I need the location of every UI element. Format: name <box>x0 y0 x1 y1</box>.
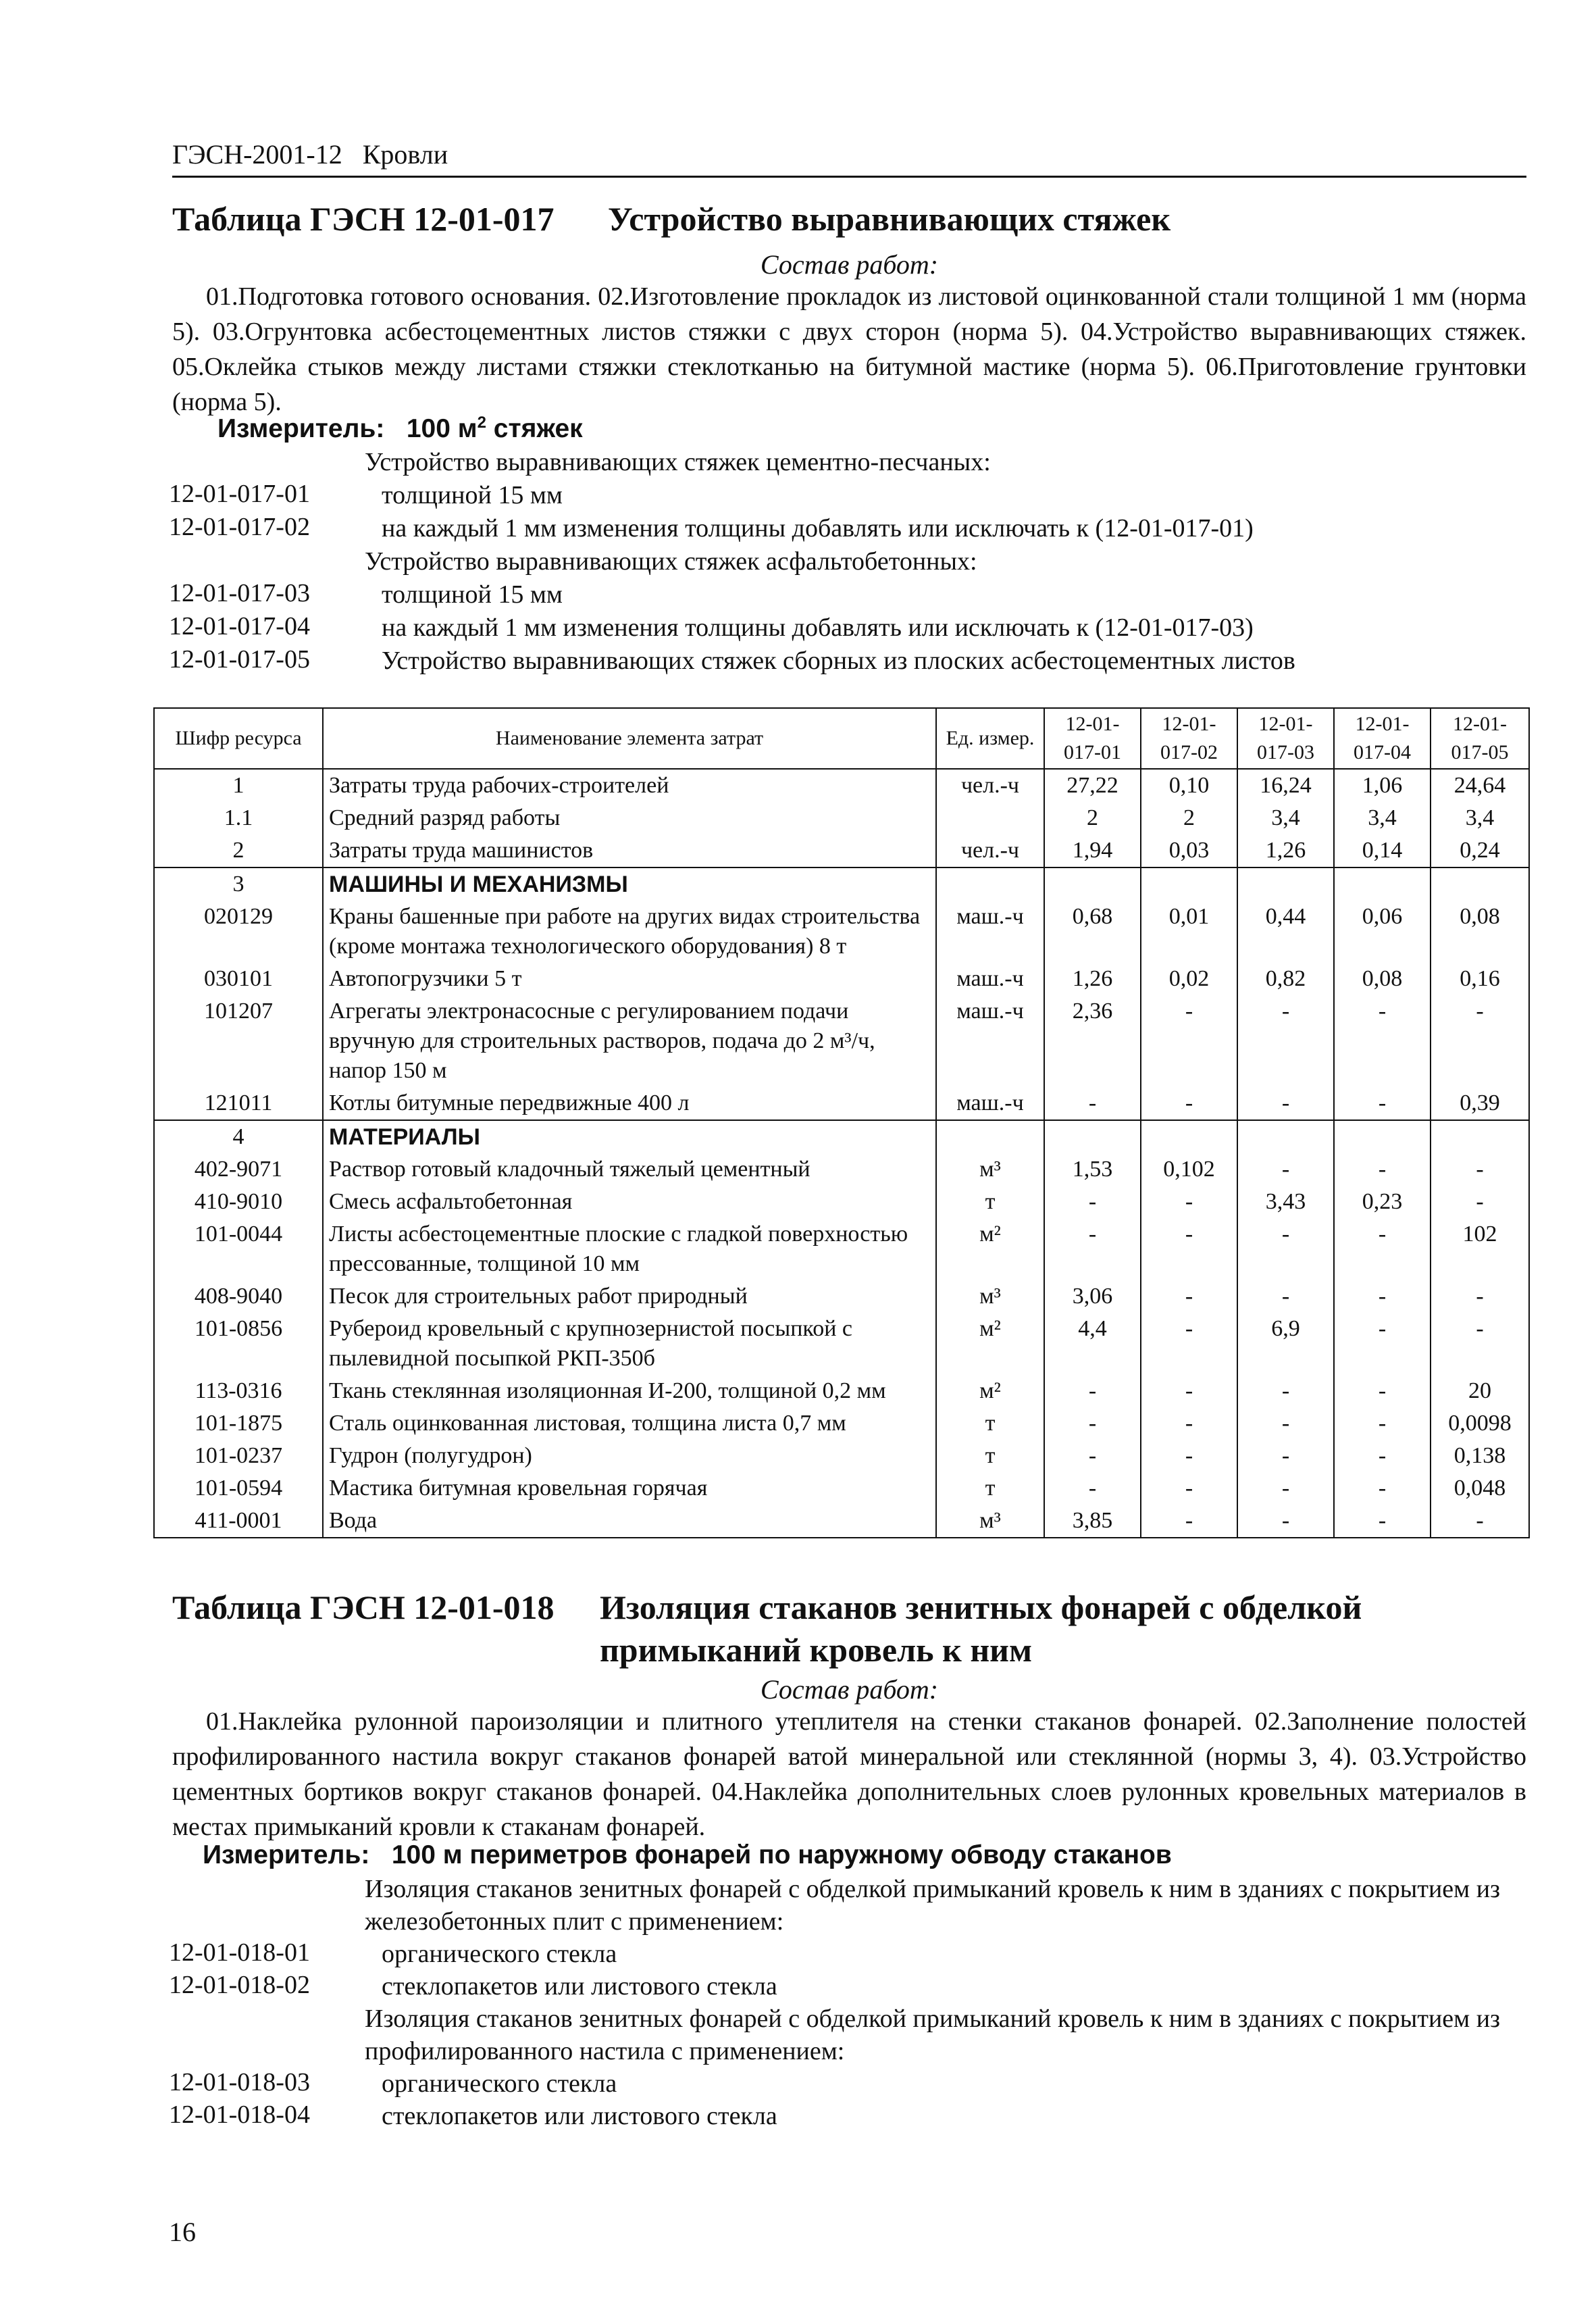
cell-value: 0,08 <box>1334 963 1431 995</box>
cell-unit <box>936 802 1044 834</box>
cell-name: Листы асбестоцементные плоские с гладкой поверхностью прессованные, толщиной 10 мм <box>323 1218 936 1280</box>
cell-value: - <box>1044 1440 1141 1472</box>
cell-value: 3,4 <box>1334 802 1431 834</box>
cell-name: Раствор готовый кладочный тяжелый цементный <box>323 1153 936 1186</box>
cell-value: - <box>1044 1087 1141 1120</box>
table-section-row <box>154 1120 1529 1153</box>
item-code: 12-01-018-02 <box>169 1971 310 1999</box>
cell-value: - <box>1141 1313 1237 1375</box>
cell-name: Сталь оцинкованная листовая, толщина листа 0,7 мм <box>323 1407 936 1440</box>
cell-value: - <box>1334 1472 1431 1505</box>
table1-composition: 01.Подготовка готового основания. 02.Изготовление прокладок из листовой оцинкованной стали толщиной 1 мм (норма 5). 03.Огрунтовка асбестоцементных листов стяжки с двух сторон (норма 5). 04.Устройство выравнивающих стяжек. 05.Оклейка стыков между листами стяжки стеклотканью на битумной мастике (норма 5). 06.Приготовление грунтовки (норма 5). <box>172 282 1526 416</box>
cell-value: - <box>1141 1375 1237 1407</box>
cell-unit: м³ <box>936 1280 1044 1313</box>
cell-value: 0,44 <box>1237 901 1334 963</box>
cell-value: - <box>1237 995 1334 1087</box>
cell-code: 101-0237 <box>154 1440 323 1472</box>
table-section-row <box>154 867 1529 901</box>
page-number: 16 <box>169 2217 196 2247</box>
cell-value: - <box>1334 1505 1431 1538</box>
cell-value: - <box>1141 1407 1237 1440</box>
table-row <box>154 1280 1529 1313</box>
cell-value: - <box>1044 1186 1141 1218</box>
table2-title-line2: примыканий кровель к ним <box>600 1631 1033 1669</box>
cell-code: 410-9010 <box>154 1186 323 1218</box>
item-description: Изоляция стаканов зенитных фонарей с обделкой примыканий кровель к ним в зданиях с покрытием из профилированного настила с применением: <box>365 2005 1501 2065</box>
cell-value: 0,048 <box>1431 1472 1529 1505</box>
cell-value: - <box>1334 995 1431 1087</box>
cell-code: 101-1875 <box>154 1407 323 1440</box>
table-header-row <box>154 708 1529 769</box>
table-row <box>154 1186 1529 1218</box>
table1-measure-unit: стяжек <box>493 414 583 443</box>
cell-unit: м² <box>936 1313 1044 1375</box>
header-rule <box>172 176 1526 178</box>
cell-value: 0,82 <box>1237 963 1334 995</box>
cell-value: - <box>1431 1313 1529 1375</box>
table2-composition: 01.Наклейка рулонной пароизоляции и плитного утеплителя на стенки стаканов фонарей. 02.Заполнение полостей профилированного настила вокруг стаканов фонарей ватой минеральной или стеклянной (нормы 3, 4). 03.Устройство цементных бортиков вокруг стаканов фонарей. 04.Наклейка дополнительных слоев рулонных кровельных материалов в местах примыканий кровли к стаканам фонарей. <box>172 1707 1526 1841</box>
item-description: на каждый 1 мм изменения толщины добавлять или исключать к (12-01-017-03) <box>382 613 1254 642</box>
cell-value: 0,23 <box>1334 1186 1431 1218</box>
cell-value: 0,24 <box>1431 834 1529 867</box>
cell-value: 102 <box>1431 1218 1529 1280</box>
cell-unit: маш.-ч <box>936 901 1044 963</box>
table-row <box>154 1153 1529 1186</box>
cell-name: Агрегаты электронасосные с регулированием подачи вручную для строительных растворов, подача до 2 м³/ч, напор 150 м <box>323 995 936 1087</box>
item-code: 12-01-017-01 <box>169 480 310 508</box>
cell-value: - <box>1141 1280 1237 1313</box>
cell-value: - <box>1334 1087 1431 1120</box>
cell-value: - <box>1044 1472 1141 1505</box>
cell-name: Краны башенные при работе на других видах строительства (кроме монтажа технологического оборудования) 8 т <box>323 901 936 963</box>
cell-value: - <box>1431 1505 1529 1538</box>
item-description: Устройство выравнивающих стяжек цементно-песчаных: <box>365 448 991 476</box>
cell-code: 101-0044 <box>154 1218 323 1280</box>
cell-value: 4,4 <box>1044 1313 1141 1375</box>
cell-name: МАТЕРИАЛЫ <box>323 1120 936 1153</box>
cell-value: 1,53 <box>1044 1153 1141 1186</box>
cell-value: 0,102 <box>1141 1153 1237 1186</box>
item-description: Устройство выравнивающих стяжек асфальтобетонных: <box>365 547 977 576</box>
item-description: Устройство выравнивающих стяжек сборных из плоских асбестоцементных листов <box>382 647 1295 675</box>
cell-value: - <box>1237 1218 1334 1280</box>
cell-value: - <box>1334 1407 1431 1440</box>
table2-measure-label: Измеритель: <box>203 1840 370 1869</box>
cell-code: 4 <box>154 1120 323 1153</box>
cell-value: - <box>1334 1375 1431 1407</box>
resource-table <box>153 707 1530 1538</box>
cell-value: - <box>1044 1218 1141 1280</box>
cell-value <box>1431 867 1529 901</box>
cell-value: 0,02 <box>1141 963 1237 995</box>
cell-value: 2 <box>1044 802 1141 834</box>
cell-value: 1,94 <box>1044 834 1141 867</box>
cell-value: 27,22 <box>1044 769 1141 802</box>
cell-value: - <box>1431 1186 1529 1218</box>
cell-unit <box>936 867 1044 901</box>
cell-unit: чел.-ч <box>936 834 1044 867</box>
cell-code: 1.1 <box>154 802 323 834</box>
cell-value: - <box>1237 1153 1334 1186</box>
cell-code: 411-0001 <box>154 1505 323 1538</box>
cell-value: - <box>1237 1407 1334 1440</box>
item-description: Изоляция стаканов зенитных фонарей с обделкой примыканий кровель к ним в зданиях с покрытием из железобетонных плит с применением: <box>365 1875 1501 1936</box>
cell-name: Гудрон (полугудрон) <box>323 1440 936 1472</box>
cell-name: Ткань стеклянная изоляционная И-200, толщиной 0,2 мм <box>323 1375 936 1407</box>
cell-code: 408-9040 <box>154 1280 323 1313</box>
table1-measure <box>217 413 583 444</box>
col-header-unit: Ед. измер. <box>936 708 1044 769</box>
cell-name: Котлы битумные передвижные 400 л <box>323 1087 936 1120</box>
cell-value: - <box>1141 1218 1237 1280</box>
cell-unit <box>936 1120 1044 1153</box>
item-code: 12-01-018-01 <box>169 1938 310 1967</box>
cell-value: - <box>1237 1505 1334 1538</box>
cell-value: 2,36 <box>1044 995 1141 1087</box>
cell-unit: м³ <box>936 1153 1044 1186</box>
cell-name: Песок для строительных работ природный <box>323 1280 936 1313</box>
cell-value: 0,08 <box>1431 901 1529 963</box>
cell-unit: т <box>936 1407 1044 1440</box>
table1-composition-heading: Состав работ: <box>760 249 939 280</box>
item-description: толщиной 15 мм <box>382 481 563 509</box>
table-row <box>154 995 1529 1087</box>
table2-title-line1: Изоляция стаканов зенитных фонарей с обделкой <box>600 1588 1362 1626</box>
cell-value: - <box>1141 1087 1237 1120</box>
cell-code: 101207 <box>154 995 323 1087</box>
item-code: 12-01-017-02 <box>169 513 310 541</box>
cell-value: 0,14 <box>1334 834 1431 867</box>
cell-unit: т <box>936 1472 1044 1505</box>
cell-code: 402-9071 <box>154 1153 323 1186</box>
cell-value: 3,06 <box>1044 1280 1141 1313</box>
cell-code: 113-0316 <box>154 1375 323 1407</box>
cell-name: Смесь асфальтобетонная <box>323 1186 936 1218</box>
cell-value: - <box>1237 1087 1334 1120</box>
cell-value <box>1044 1120 1141 1153</box>
cell-code: 101-0594 <box>154 1472 323 1505</box>
table-row <box>154 1313 1529 1375</box>
cell-value: 0,138 <box>1431 1440 1529 1472</box>
item-description: органического стекла <box>382 2069 617 2098</box>
cell-value: - <box>1044 1375 1141 1407</box>
table2-measure-text: 100 м периметров фонарей по наружному обводу стаканов <box>391 1840 1172 1869</box>
table-row <box>154 834 1529 867</box>
header-section: Кровли <box>362 139 448 170</box>
cell-value: - <box>1237 1280 1334 1313</box>
cell-value: 3,4 <box>1237 802 1334 834</box>
cell-unit: м² <box>936 1375 1044 1407</box>
table-row <box>154 963 1529 995</box>
cell-code: 101-0856 <box>154 1313 323 1375</box>
cell-value: 20 <box>1431 1375 1529 1407</box>
cell-value: 3,4 <box>1431 802 1529 834</box>
cell-unit: м³ <box>936 1505 1044 1538</box>
item-description: органического стекла <box>382 1940 617 1968</box>
cell-value: - <box>1141 1186 1237 1218</box>
table2-measure <box>203 1840 1172 1870</box>
cell-value: - <box>1141 1440 1237 1472</box>
cell-value <box>1141 1120 1237 1153</box>
table-row <box>154 1407 1529 1440</box>
cell-code: 030101 <box>154 963 323 995</box>
table-row <box>154 901 1529 963</box>
cell-value: - <box>1334 1153 1431 1186</box>
cell-value: - <box>1237 1440 1334 1472</box>
cell-value: 0,10 <box>1141 769 1237 802</box>
cell-value <box>1044 867 1141 901</box>
item-code: 12-01-017-03 <box>169 579 310 607</box>
cell-value: - <box>1334 1218 1431 1280</box>
cell-value <box>1141 867 1237 901</box>
cell-code: 020129 <box>154 901 323 963</box>
item-description: стеклопакетов или листового стекла <box>382 1972 777 2001</box>
cell-value: 6,9 <box>1237 1313 1334 1375</box>
col-header-1: 12-01-017-01 <box>1044 708 1141 769</box>
col-header-3: 12-01-017-03 <box>1237 708 1334 769</box>
cell-value <box>1334 1120 1431 1153</box>
cell-value: 1,26 <box>1044 963 1141 995</box>
cell-value: 3,85 <box>1044 1505 1141 1538</box>
cell-value <box>1334 867 1431 901</box>
cell-value: - <box>1141 1472 1237 1505</box>
table-row <box>154 1218 1529 1280</box>
col-header-5: 12-01-017-05 <box>1431 708 1529 769</box>
cell-value: 16,24 <box>1237 769 1334 802</box>
cell-name: Вода <box>323 1505 936 1538</box>
table-row <box>154 802 1529 834</box>
cell-value: 0,68 <box>1044 901 1141 963</box>
table1-label: Таблица ГЭСН 12-01-017 <box>172 200 555 238</box>
cell-value: 0,03 <box>1141 834 1237 867</box>
item-code: 12-01-018-04 <box>169 2101 310 2129</box>
cell-value: 0,39 <box>1431 1087 1529 1120</box>
table-row <box>154 1472 1529 1505</box>
col-header-2: 12-01-017-02 <box>1141 708 1237 769</box>
cell-value: 3,43 <box>1237 1186 1334 1218</box>
running-header <box>172 139 448 170</box>
cell-value: - <box>1431 995 1529 1087</box>
table2-label: Таблица ГЭСН 12-01-018 <box>172 1588 555 1626</box>
cell-value: 0,06 <box>1334 901 1431 963</box>
item-code: 12-01-017-05 <box>169 645 310 674</box>
cell-value: - <box>1044 1407 1141 1440</box>
cell-value: - <box>1334 1440 1431 1472</box>
col-header-code: Шифр ресурса <box>154 708 323 769</box>
table-row <box>154 769 1529 802</box>
cell-value <box>1237 867 1334 901</box>
cell-unit: маш.-ч <box>936 963 1044 995</box>
cell-value: 1,26 <box>1237 834 1334 867</box>
cell-value: - <box>1431 1280 1529 1313</box>
cell-code: 3 <box>154 867 323 901</box>
cell-name: Автопогрузчики 5 т <box>323 963 936 995</box>
cell-name: Средний разряд работы <box>323 802 936 834</box>
cell-value: - <box>1141 1505 1237 1538</box>
cell-name: Затраты труда рабочих-строителей <box>323 769 936 802</box>
cell-unit: т <box>936 1440 1044 1472</box>
cell-value: - <box>1431 1153 1529 1186</box>
cell-unit: маш.-ч <box>936 1087 1044 1120</box>
cell-name: Затраты труда машинистов <box>323 834 936 867</box>
cell-value: - <box>1237 1375 1334 1407</box>
cell-unit: чел.-ч <box>936 769 1044 802</box>
cell-value: - <box>1334 1280 1431 1313</box>
table-row <box>154 1440 1529 1472</box>
cell-value: 1,06 <box>1334 769 1431 802</box>
item-code: 12-01-017-04 <box>169 612 310 640</box>
cell-code: 2 <box>154 834 323 867</box>
cell-value: 0,0098 <box>1431 1407 1529 1440</box>
cell-value <box>1237 1120 1334 1153</box>
table1-measure-label: Измеритель: <box>217 414 385 443</box>
table1-measure-sup: 2 <box>477 413 486 432</box>
item-code: 12-01-018-03 <box>169 2068 310 2096</box>
cell-value <box>1431 1120 1529 1153</box>
cell-value: 24,64 <box>1431 769 1529 802</box>
cell-name: Рубероид кровельный с крупнозернистой посыпкой с пылевидной посыпкой РКП-350б <box>323 1313 936 1375</box>
table2-composition-heading: Состав работ: <box>760 1674 939 1705</box>
cell-code: 121011 <box>154 1087 323 1120</box>
col-header-4: 12-01-017-04 <box>1334 708 1431 769</box>
cell-unit: т <box>936 1186 1044 1218</box>
cell-value: - <box>1334 1313 1431 1375</box>
cell-unit: м² <box>936 1218 1044 1280</box>
item-description: толщиной 15 мм <box>382 580 563 609</box>
cell-value: 0,01 <box>1141 901 1237 963</box>
cell-name: МАШИНЫ И МЕХАНИЗМЫ <box>323 867 936 901</box>
cell-value: 2 <box>1141 802 1237 834</box>
cell-unit: маш.-ч <box>936 995 1044 1087</box>
table1-measure-value: 100 м <box>406 414 478 443</box>
table-row <box>154 1087 1529 1120</box>
table-row <box>154 1505 1529 1538</box>
item-description: стеклопакетов или листового стекла <box>382 2102 777 2130</box>
table1-title: Устройство выравнивающих стяжек <box>608 200 1171 238</box>
cell-value: - <box>1237 1472 1334 1505</box>
cell-value: - <box>1141 995 1237 1087</box>
header-code: ГЭСН-2001-12 <box>172 139 342 170</box>
table-row <box>154 1375 1529 1407</box>
cell-name: Мастика битумная кровельная горячая <box>323 1472 936 1505</box>
item-description: на каждый 1 мм изменения толщины добавлять или исключать к (12-01-017-01) <box>382 514 1254 543</box>
cell-code: 1 <box>154 769 323 802</box>
cell-value: 0,16 <box>1431 963 1529 995</box>
col-header-name: Наименование элемента затрат <box>323 708 936 769</box>
